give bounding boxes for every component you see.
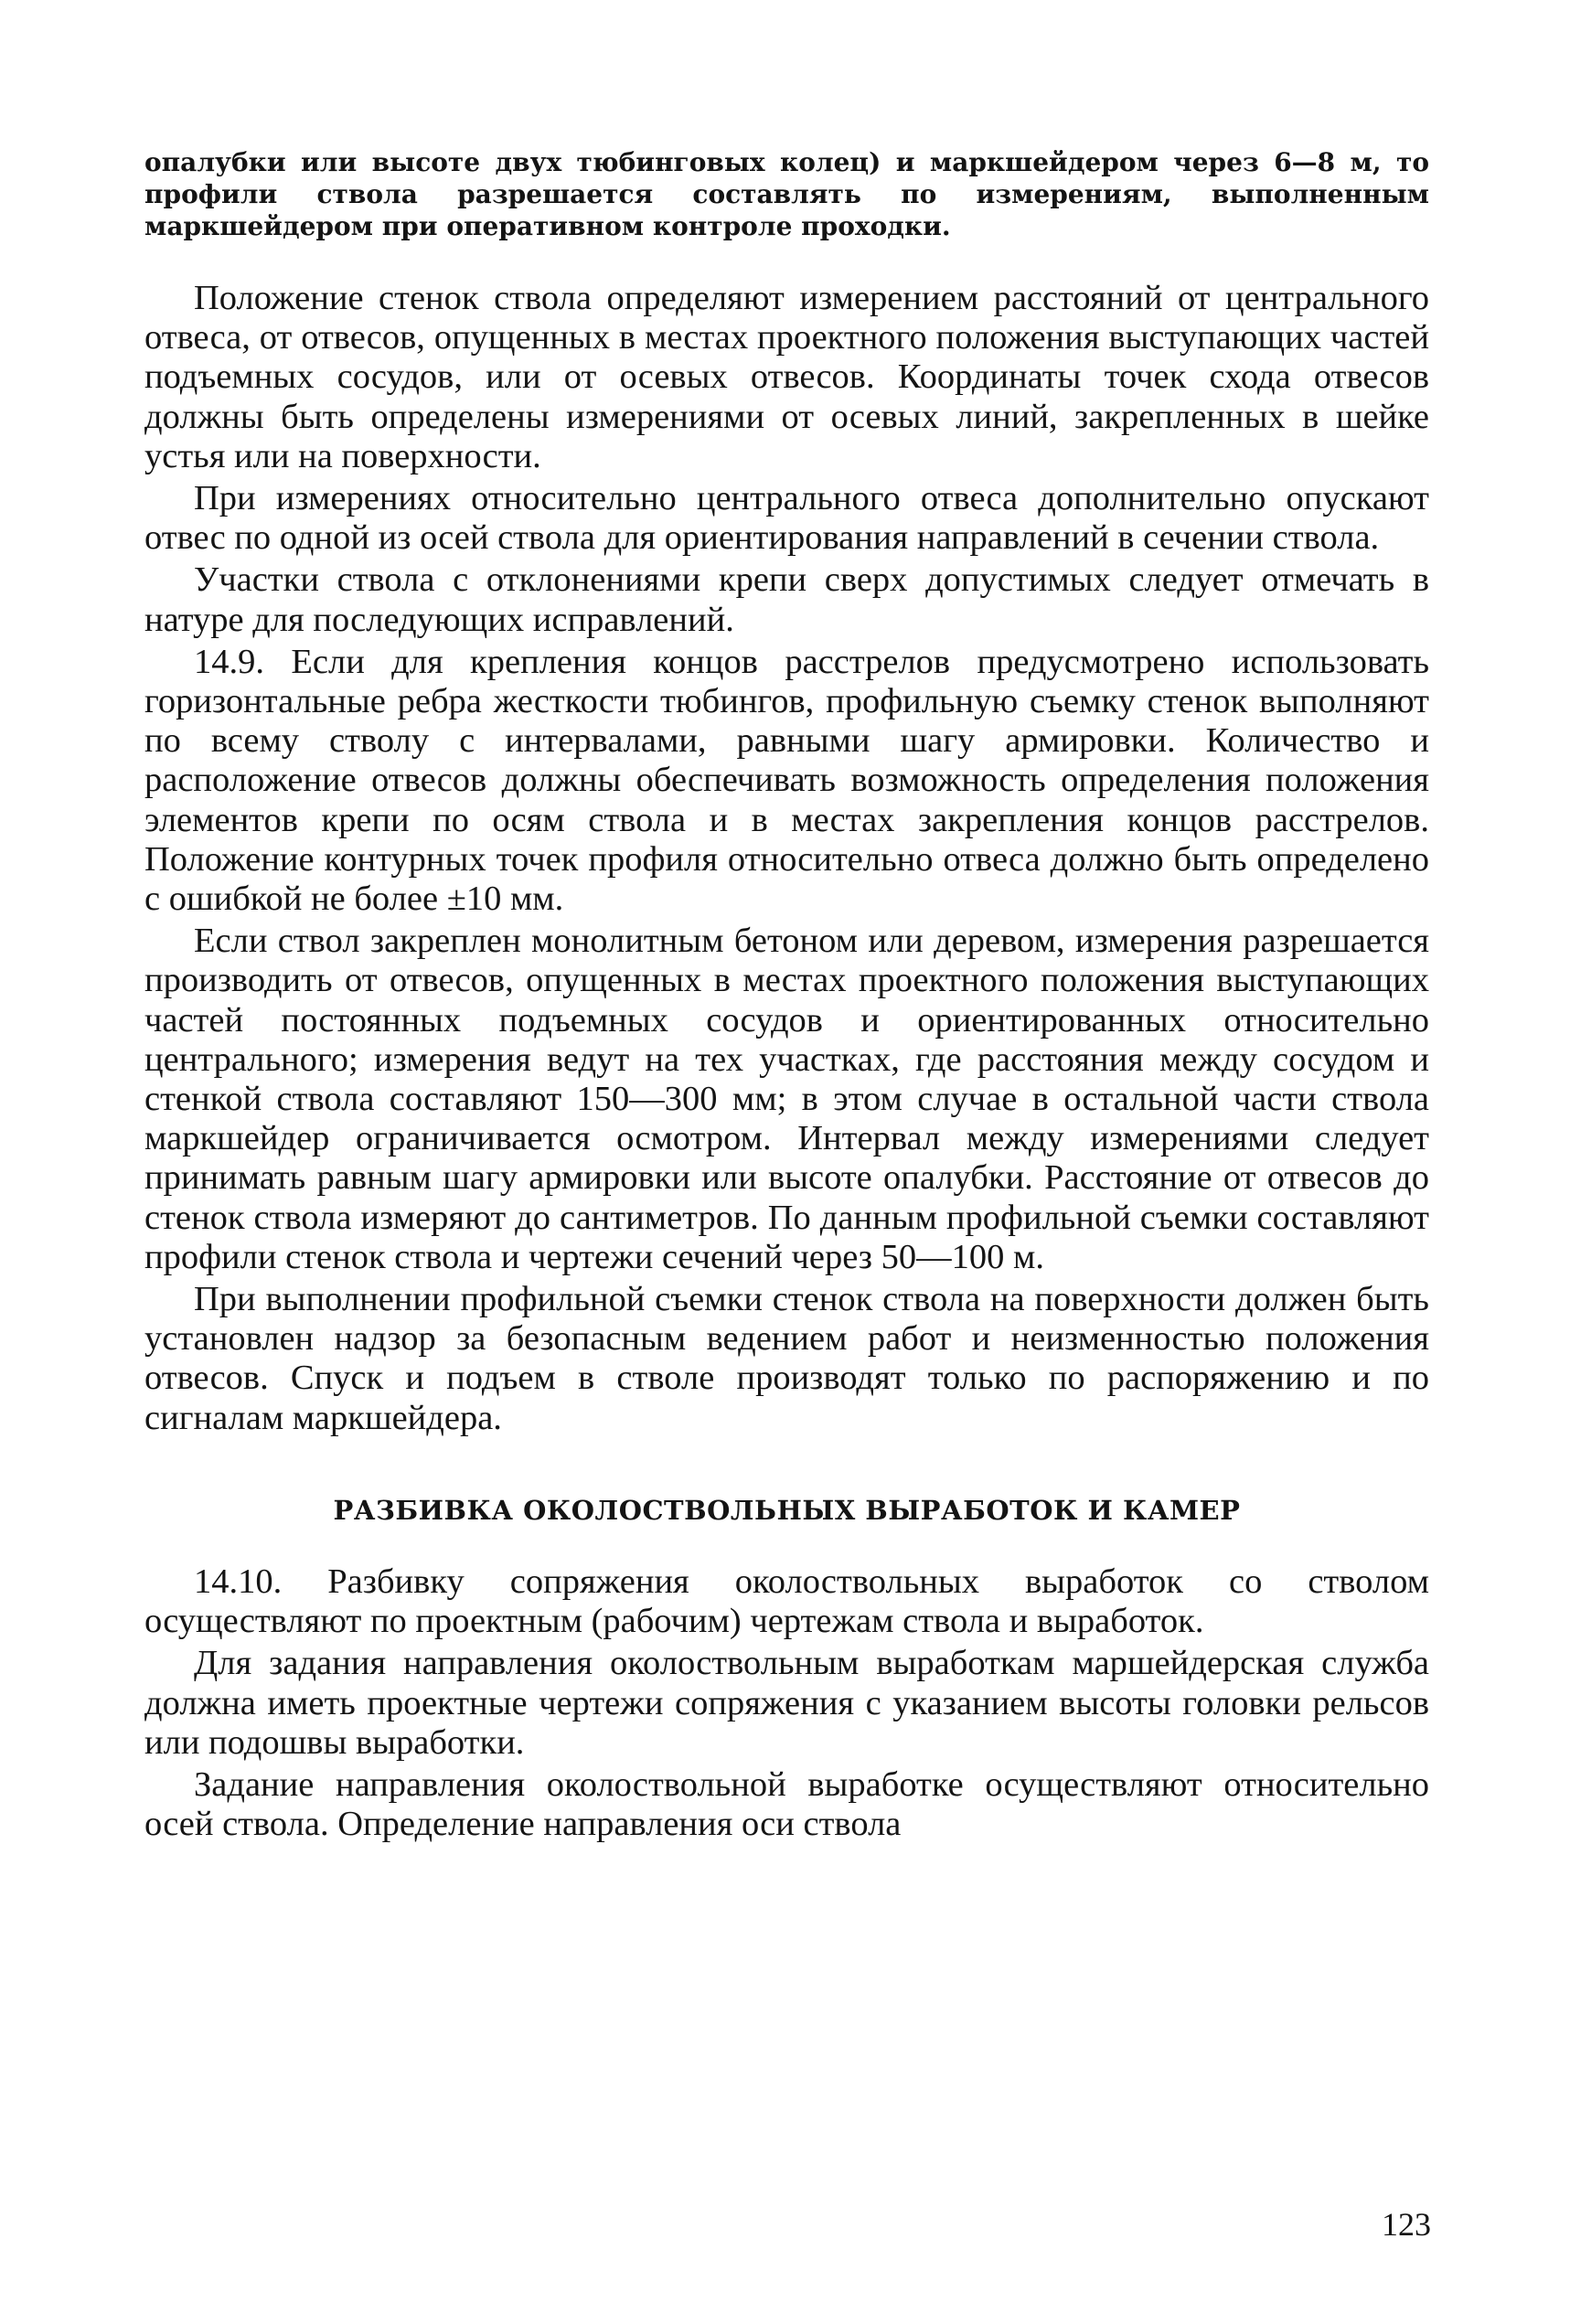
page-number: 123 (1382, 2206, 1431, 2243)
paragraph-14-10: 14.10. Разбивку сопряжения околоствольных выработок со стволом осуществляют по проектным (рабочим) чертежам ствола и выработок. (144, 1562, 1429, 1641)
paragraph-lining-deviations: Участки ствола с отклонениями крепи сверх допустимых следует отмечать в натуре для последующих исправлений. (144, 560, 1429, 639)
continued-paragraph: опалубки или высоте двух тюбинговых колец) и маркшейдером через 6—8 м, то профили ствола разрешается составлять по измерениям, выполненным маркшейдером при оперативном контроле проходки. (144, 147, 1429, 241)
section-heading: РАЗБИВКА ОКОЛОСТВОЛЬНЫХ ВЫРАБОТОК И КАМЕР (333, 1494, 1241, 1526)
paragraph-safety-supervision: При выполнении профильной съемки стенок ствола на поверхности должен быть установлен надзор за безопасным ведением работ и неизменностью положения отвесов. Спуск и подъем в стволе производят только по распоряжению и по сигналам маркшейдера. (144, 1280, 1429, 1437)
paragraph-14-9: 14.9. Если для крепления концов расстрелов предусмотрено использовать горизонтальные ребра жесткости тюбингов, профильную съемку стенок выполняют по всему стволу с интервалами, равными шагу армировки. Количество и расположение отвесов должны обеспечивать возможность определения положения элементов крепи по осям ствола и в местах закрепления концов расстрелов. Положение контурных точек профиля относительно отвеса должно быть определено с ошибкой не более ±10 мм. (144, 642, 1429, 919)
paragraph-wall-position: Положение стенок ствола определяют измерением расстояний от центрального отвеса, от отвесов, опущенных в местах проектного положения выступающих частей подъемных сосудов, или от осевых отвесов. Координаты точек схода отвесов должны быть определены измерениями от осевых линий, закрепленных в шейке устья или на поверхности. (144, 279, 1429, 475)
page-body (144, 146, 1429, 1847)
paragraph-central-plumb: При измерениях относительно центрального отвеса дополнительно опускают отвес по одной из осей ствола для ориентирования направлений в сечении ствола. (144, 479, 1429, 558)
paragraph-concrete-lining: Если ствол закреплен монолитным бетоном или деревом, измерения разрешается производить от отвесов, опущенных в местах проектного положения выступающих частей постоянных подъемных сосудов и ориентированных относительно центрального; измерения ведут на тех участках, где расстояния между сосудом и стенкой ствола составляют 150—300 мм; в этом случае в остальной части ствола маркшейдер ограничивается осмотром. Интервал между измерениями следует принимать равным шагу армировки или высоте опалубки. Расстояние от отвесов до стенок ствола измеряют до сантиметров. По данным профильной съемки составляют профили стенок ствола и чертежи сечений через 50—100 м. (144, 922, 1429, 1276)
paragraph-direction-drawings: Для задания направления околоствольным выработкам маршейдерская служба должна иметь проектные чертежи сопряжения с указанием высоты головки рельсов или подошвы выработки. (144, 1644, 1429, 1762)
paragraph-direction-setting: Задание направления околоствольной выработке осуществляют относительно осей ствола. Определение направления оси ствола (144, 1764, 1429, 1844)
